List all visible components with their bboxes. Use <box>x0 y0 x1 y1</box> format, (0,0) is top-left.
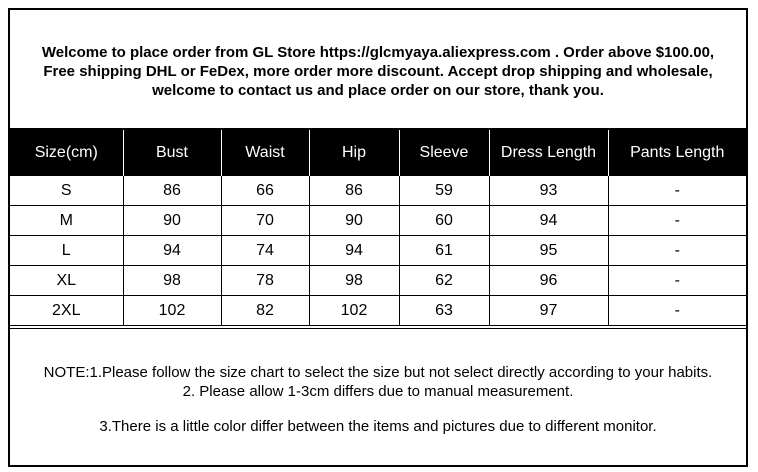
table-cell: 94 <box>489 206 608 236</box>
table-header-row <box>10 130 746 176</box>
note-line-2: 2. Please allow 1-3cm differs due to manual measurement. <box>182 383 574 400</box>
table-cell: S <box>10 176 123 206</box>
table-cell: 63 <box>399 296 489 326</box>
column-header-waist: Waist <box>221 130 309 176</box>
notes-section <box>10 328 746 465</box>
column-header-size: Size(cm) <box>10 130 123 176</box>
table-cell: L <box>10 236 123 266</box>
table-cell: XL <box>10 266 123 296</box>
table-cell: 78 <box>221 266 309 296</box>
table-cell: 86 <box>309 176 399 206</box>
column-header-sleeve: Sleeve <box>399 130 489 176</box>
table-cell: - <box>608 236 746 266</box>
table-cell: 98 <box>309 266 399 296</box>
column-header-hip: Hip <box>309 130 399 176</box>
note-line-3: 3.There is a little color differ between the items and pictures due to different monitor. <box>99 418 657 435</box>
table-cell: 102 <box>309 296 399 326</box>
table-cell: - <box>608 176 746 206</box>
table-cell: 62 <box>399 266 489 296</box>
table-row <box>10 206 746 236</box>
table-row <box>10 296 746 326</box>
table-cell: 2XL <box>10 296 123 326</box>
table-cell: 97 <box>489 296 608 326</box>
welcome-message <box>36 43 720 100</box>
table-row <box>10 176 746 206</box>
note-line-1: NOTE:1.Please follow the size chart to select the size but not select directly according to your habits. <box>43 364 713 381</box>
welcome-line: Welcome to place order from GL Store https://glcmyaya.aliexpress.com . Order above $100.00, <box>41 43 715 61</box>
table-cell: 93 <box>489 176 608 206</box>
table-cell: - <box>608 296 746 326</box>
column-header-pants-length: Pants Length <box>608 130 746 176</box>
size-chart-frame <box>8 8 748 467</box>
column-header-bust: Bust <box>123 130 221 176</box>
table-cell: 95 <box>489 236 608 266</box>
table-cell: 90 <box>123 206 221 236</box>
table-cell: 82 <box>221 296 309 326</box>
welcome-line: welcome to contact us and place order on our store, thank you. <box>152 81 604 99</box>
table-cell: 59 <box>399 176 489 206</box>
table-cell: 60 <box>399 206 489 236</box>
table-row <box>10 266 746 296</box>
table-cell: 90 <box>309 206 399 236</box>
store-welcome-banner <box>10 10 746 130</box>
welcome-line: Free shipping DHL or FeDex, more order more discount. Accept drop shipping and wholesale, <box>43 62 713 80</box>
table-cell: 102 <box>123 296 221 326</box>
table-cell: 61 <box>399 236 489 266</box>
table-cell: - <box>608 206 746 236</box>
table-cell: 66 <box>221 176 309 206</box>
column-header-dress-length: Dress Length <box>489 130 608 176</box>
table-row <box>10 236 746 266</box>
table-cell: 96 <box>489 266 608 296</box>
table-cell: M <box>10 206 123 236</box>
table-cell: 98 <box>123 266 221 296</box>
table-cell: 70 <box>221 206 309 236</box>
table-cell: 74 <box>221 236 309 266</box>
table-cell: 94 <box>309 236 399 266</box>
table-cell: 86 <box>123 176 221 206</box>
table-cell: 94 <box>123 236 221 266</box>
size-table <box>10 130 746 326</box>
table-cell: - <box>608 266 746 296</box>
